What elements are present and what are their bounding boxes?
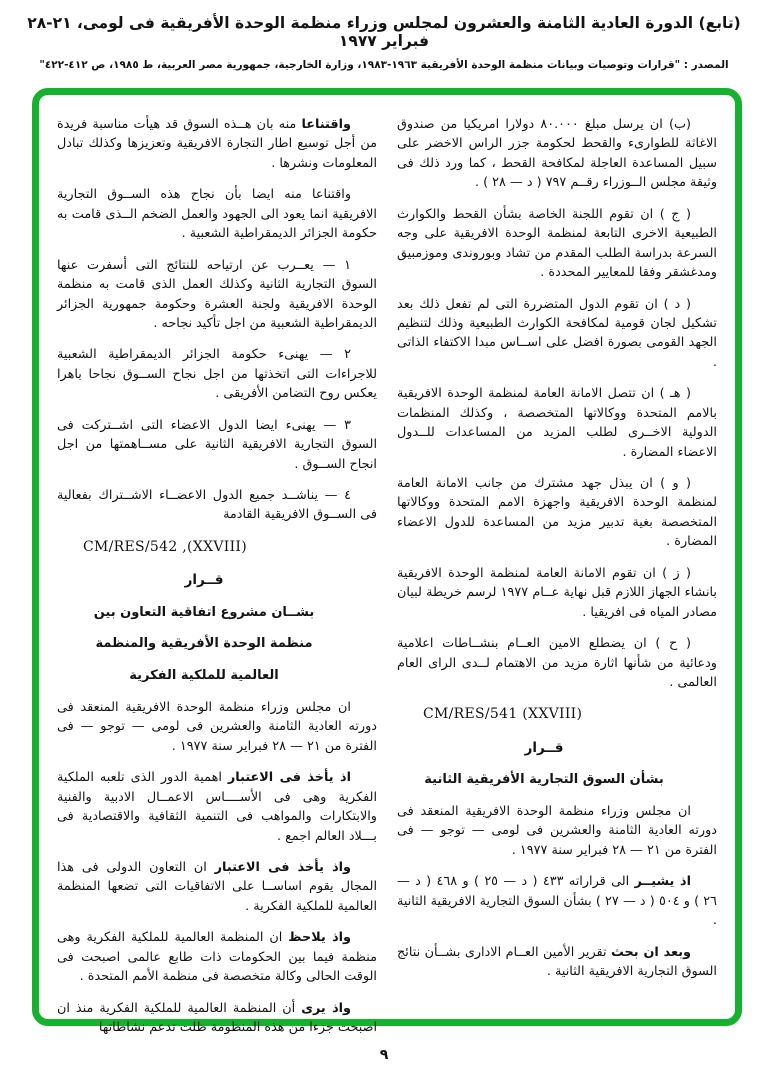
paragraph-text: أن المنظمة العالمية للملكية الفكرية منذ ان اصبحت جزءا من هذه المنظومة ظلت تدعم نشاطاتها [57, 1000, 377, 1036]
clause-ha: ( هـ ) ان تتصل الامانة العامة لمنظمة الوحدة الافريقية بالامم المتحدة ووكالاتها المتخصصة ، وكذلك المنظمات الدولية الاخــرى لطلب المزيد من المساعدات للــدول الاعضاء المضارة . [397, 386, 717, 460]
paragraph-text: ان المنظمة العالمية للملكية الفكرية وهى منظمة فيما بين الحكومات ذات طابع عالمى اصبحت فى الوقت الحالى وكالة متخصصة فى منظمة الأمم المتحدة . [57, 930, 377, 985]
column-left [57, 115, 377, 1036]
opening-paragraph: ان مجلس وزراء منظمة الوحدة الافريقية المنعقد فى دورته العادية الثامنة والعشرين فى لومى — توجو — فى الفترة من ٢١ — ٢٨ فبراير سنة ١٩٧٧ . [57, 699, 377, 754]
clause-b: (ب) ان يرسل مبلغ ٨٠.٠٠٠ دولارا امريكيا من صندوق الاغاثة للطوارىء والقحط لحكومة جزر الراس الاخضر على سبيل المساعدة العاجلة لمكافحة القحط ، كما ورد ذلك فى وثيقة مجلس الــوزراء رقــم ٧٩٧ ( د — ٢٨ ) . [397, 117, 717, 191]
green-border-frame [32, 88, 742, 1036]
column-right [397, 115, 717, 1007]
operative-item-4: ٤ — يناشــد جميع الدول الاعضــاء الاشــتراك بفعالية فى الســوق الافريقية القادمة [57, 488, 377, 523]
resolution-subject-line1: بشــان مشروع اتفاقية التعاون بين [93, 604, 315, 620]
clause-dal: ( د ) ان تقوم الدول المتضررة التى لم تفعل ذلك بعد تشكيل لجان قومية لمكافحة الكوارث الطبيعية وذلك لتنظيم الجهد القومى بصورة افضل على اســاس مبدا الاكتفاء الذاتى . [397, 296, 717, 370]
clause-zay: ( ز ) ان تقوم الامانة العامة لمنظمة الوحدة الافريقية بانشاء الجهاز اللازم قبل نهاية عــام ١٩٧٧ لرسم خريطة لبيان مصادر المياه فى افريقيا . [397, 565, 717, 620]
paragraph-lead: واذ يرى [301, 1000, 351, 1016]
having-examined-paragraph [397, 943, 717, 982]
two-column-text [39, 95, 735, 1036]
paragraph-lead: واذ يأخذ فى الاعتبار [214, 859, 351, 875]
session-title: (تابع) الدورة العادية الثامنة والعشرون لمجلس وزراء منظمة الوحدة الأفريقية فى لومى، ٢١-٢٨ فبراير ١٩٧٧ [27, 14, 741, 50]
paragraph-lead: وبعد ان بحث [611, 944, 691, 960]
paragraph-lead: واذ يلاحظ [288, 930, 351, 946]
operative-item-2: ٢ — يهنىء حكومة الجزائر الديمقراطية الشعبية للاجراءات التى اتخذتها من اجل نجاح الســوق نجاحا باهرا يعكس روح التضامن الأفريقى . [57, 347, 377, 402]
operative-item-1: ١ — يعــرب عن ارتياحه للنتائج التى أسفرت عنها السوق التجارية الثانية وكذلك العمل الذى قامت به منظمة الوحدة الافريقية ولجنة العشرة وحكومة جمهورية الجزائر الديمقراطية الشعبية من اجل تأكيد نجاحه . [57, 257, 377, 331]
resolution-subject: بشأن السوق التجارية الأفريقية الثانية [424, 772, 664, 788]
paragraph-text: اهمية الدور الذى تلعبه الملكية الفكرية وهى فى الأســــاس الاعمــال الادبية والفنية والابتكارات والمواهب فى التنمية الثقافية والاقتصادية فى بـــلاد العالم اجمع . [57, 770, 377, 844]
resolution-code-542: CM/RES/542 ,(XXVIII) [83, 538, 248, 555]
clause-waw: ( و ) ان يبذل جهد مشترك من جانب الامانة العامة لمنظمة الوحدة الافريقية واجهزة الامم المتحدة ووكالاتها المتخصصة بغية تدبير مزيد من المساعدة للدول الاعضاء المضارة . [397, 476, 717, 550]
paragraph-text: منه بان هــذه السوق قد هيأت مناسبة فريدة من أجل توسيع اطار التجارة الافريقية وتعزيزها وكذلك تبادل المعلومات ونشرها . [57, 117, 377, 171]
resolution-subject-line3: العالمية للملكية الفكرية [129, 668, 279, 684]
paragraph-text: تقرير الأمين العــام الادارى بشــأن نتائج السوق التجارية الافريقية الثانية . [397, 944, 717, 979]
convinced-paragraph-2: واقتناعا منه ايضا بأن نجاح هذه الســوق التجارية الافريقية انما يعود الى الجهود والعمل الضخم الــذى قامت به حكومة الجزائر الديمقراطية الشعبية . [57, 187, 377, 242]
considering-that-paragraph [57, 999, 377, 1038]
resolution-subject-line2: منظمة الوحدة الأفريقية والمنظمة [95, 636, 313, 652]
resolution-heading: قــرار [524, 739, 564, 756]
considering-paragraph-1 [57, 768, 377, 846]
paragraph-lead: اذ يشيــر [634, 874, 691, 890]
considering-paragraph-2 [57, 858, 377, 916]
clause-hha: ( ح ) ان يضطلع الامين العــام بنشــاطات اعلامية ودعائية من شأنها اثارة مزيد من الاهتمام لــدى الراى العام العالمى . [397, 636, 717, 690]
paragraph-text: الى قراراته ٤٣٣ ( د — ٢٥ ) و ٤٦٨ ( د — ٢٦ ) و ٥٠٤ ( د — ٢٧ ) بشأن السوق التجارية الافريقية الثانية . [397, 874, 717, 929]
recalling-paragraph [397, 872, 717, 930]
noting-paragraph [57, 928, 377, 986]
opening-paragraph: ان مجلس وزراء منظمة الوحدة الافريقية المنعقد فى دورته العادية الثامنة والعشرين فى لومى — توجو — فى الفترة من ٢١ — ٢٨ فبراير سنة ١٩٧٧ . [397, 803, 717, 858]
clause-jim: ( ج ) ان تقوم اللجنة الخاصة بشأن القحط والكوارث الطبيعية الاخرى التابعة لمنظمة الوحدة الافريقية على وجه السرعة بدراسة الطلب المقدم من تشاد وبوروندى وموزمبيق ومدغشقر وفقا للمعايير المحددة . [397, 206, 717, 281]
paragraph-lead: واقتناعا [301, 117, 351, 132]
convinced-paragraph-1 [57, 115, 377, 173]
resolution-heading: قــرار [184, 572, 224, 589]
operative-item-3: ٣ — يهنىء ايضا الدول الاعضاء التى اشــتركت فى السوق التجارية الافريقية الثانية على مســاهمتها من اجل انجاح الســوق . [57, 417, 377, 472]
page-header [0, 14, 768, 71]
paragraph-text: ان التعاون الدولى فى هذا المجال يقوم اساســا على الاتفاقيات التى تضعها المنظمة العالمية للملكية الفكرية . [57, 859, 377, 914]
source-citation: المصدر : "قرارات وتوصيات وبيانات منظمة الوحدة الأفريقية ١٩٦٣-١٩٨٣، وزارة الخارجية، جمهورية مصر العربية، ط ١٩٨٥، ص ٤١٢-٤٢٢" [39, 59, 729, 71]
page-number: ٩ [379, 1047, 389, 1063]
resolution-code-541: CM/RES/541 (XXVIII) [423, 706, 583, 723]
paragraph-lead: اذ يأخذ فى الاعتبار [227, 770, 351, 786]
